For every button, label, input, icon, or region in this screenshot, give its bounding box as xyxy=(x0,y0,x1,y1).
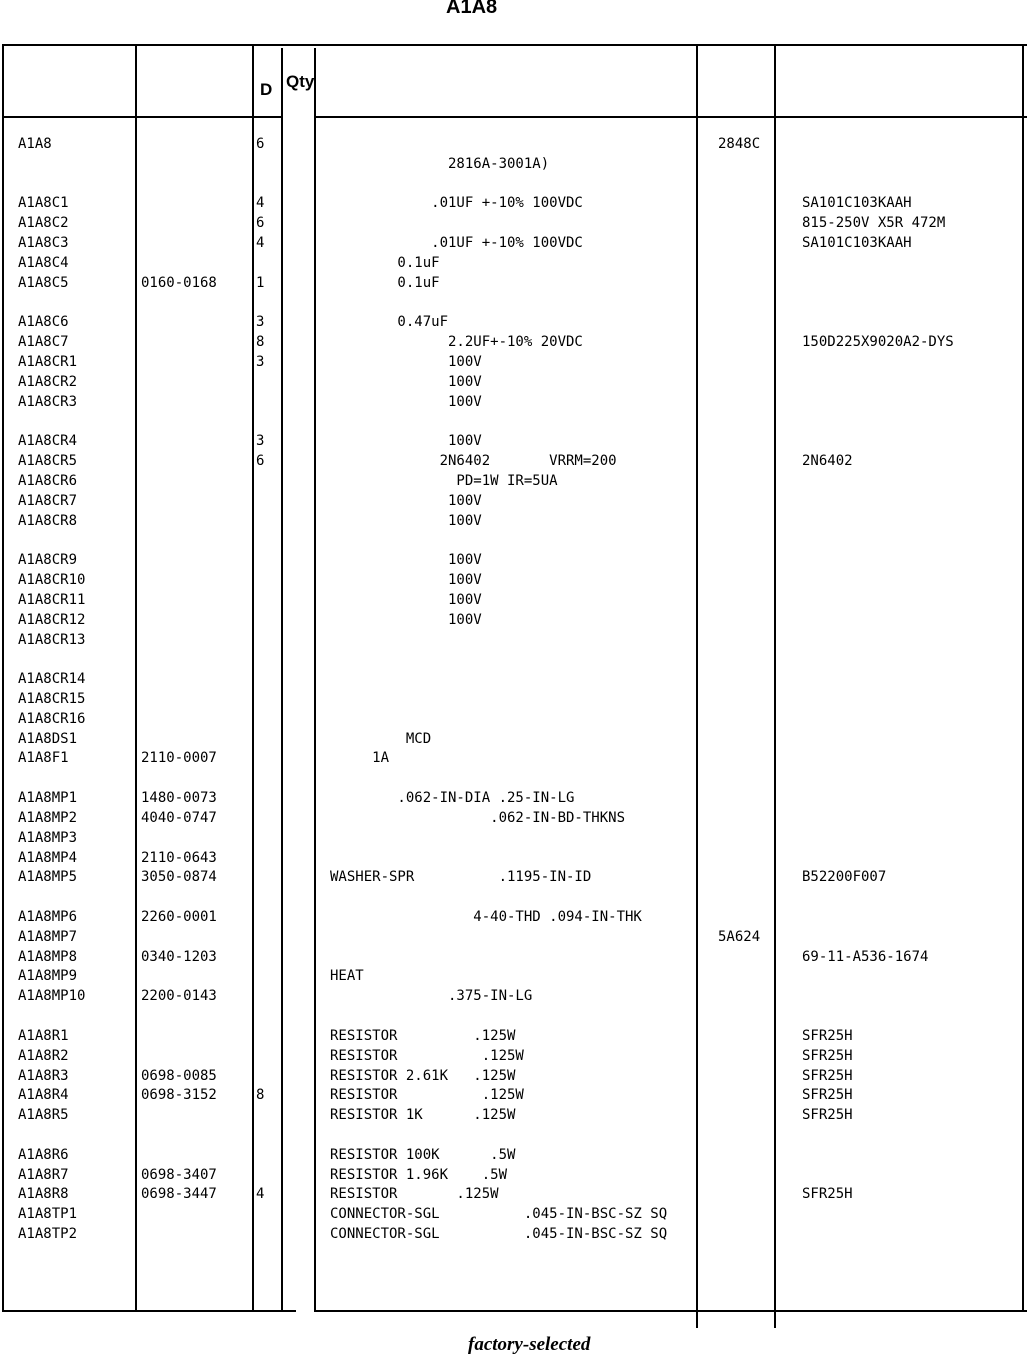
table-row xyxy=(0,253,1029,273)
cell-ref: A1A8R1 xyxy=(18,1027,69,1044)
cell-ref: A1A8C6 xyxy=(18,314,69,331)
cell-ref: A1A8R4 xyxy=(18,1087,69,1104)
cell-ref: A1A8CR5 xyxy=(18,453,78,470)
cell-ref: A1A8MP2 xyxy=(18,809,78,826)
table-row xyxy=(0,550,1029,570)
cell-desc: 100V xyxy=(330,572,482,589)
cell-ref: A1A8CR2 xyxy=(18,373,78,390)
table-row xyxy=(0,729,1029,749)
cell-ref: A1A8CR16 xyxy=(18,710,86,727)
table-row xyxy=(0,590,1029,610)
cell-ref: A1A8MP4 xyxy=(18,849,78,866)
cell-ref: A1A8TP1 xyxy=(18,1206,78,1223)
cell-pn: 2110-0643 xyxy=(141,849,217,866)
cell-d: 4 xyxy=(256,195,265,212)
cell-desc: RESISTOR 2.61K .125W xyxy=(330,1067,516,1084)
table-row xyxy=(0,1105,1029,1125)
table-row xyxy=(0,491,1029,511)
cell-mpn: SFR25H xyxy=(802,1186,853,1203)
cell-mpn: SA101C103KAAH xyxy=(802,235,912,252)
cell-d: 4 xyxy=(256,1186,265,1203)
table-row xyxy=(0,966,1029,986)
cell-desc: 100V xyxy=(330,552,482,569)
table-row xyxy=(0,669,1029,689)
cell-ref: A1A8CR8 xyxy=(18,512,78,529)
cell-ref: A1A8R3 xyxy=(18,1067,69,1084)
cell-mpn: SFR25H xyxy=(802,1047,853,1064)
cell-desc: RESISTOR .125W xyxy=(330,1047,524,1064)
cell-ref: A1A8C7 xyxy=(18,334,69,351)
cell-desc: RESISTOR 1.96K .5W xyxy=(330,1166,508,1183)
table-row xyxy=(0,986,1029,1006)
cell-ref: A1A8CR10 xyxy=(18,572,86,589)
cell-d: 3 xyxy=(256,314,265,331)
cell-ref: A1A8R2 xyxy=(18,1047,69,1064)
cell-desc: 100V xyxy=(330,354,482,371)
page-title: A1A8 xyxy=(446,0,498,18)
cell-desc: .01UF +-10% 100VDC xyxy=(330,195,583,212)
cell-ref: A1A8R5 xyxy=(18,1107,69,1124)
cell-desc: 100V xyxy=(330,373,482,390)
cell-ref: A1A8MP7 xyxy=(18,928,78,945)
cell-ref: A1A8MP8 xyxy=(18,948,78,965)
header-bottom-rule-left xyxy=(2,116,282,118)
cell-desc: 100V xyxy=(330,492,482,509)
cell-desc: RESISTOR 100K .5W xyxy=(330,1146,516,1163)
cell-pn: 1480-0073 xyxy=(141,790,217,807)
table-row xyxy=(0,867,1029,887)
cell-d: 3 xyxy=(256,433,265,450)
cell-ref: A1A8R7 xyxy=(18,1166,69,1183)
footnote: factory-selected xyxy=(468,1334,591,1355)
cell-desc: WASHER-SPR .1195-IN-ID xyxy=(330,869,592,886)
table-row xyxy=(0,392,1029,412)
table-row xyxy=(0,788,1029,808)
table-row xyxy=(0,907,1029,927)
table-row xyxy=(0,1165,1029,1185)
table-row xyxy=(0,1046,1029,1066)
cell-desc: 4-40-THD .094-IN-THK xyxy=(330,908,642,925)
table-row xyxy=(0,1204,1029,1224)
cell-pn: 0340-1203 xyxy=(141,948,217,965)
table-row xyxy=(0,828,1029,848)
cell-d: 6 xyxy=(256,215,265,232)
cell-d: 1 xyxy=(256,274,265,291)
cell-desc: 100V xyxy=(330,512,482,529)
cell-ref: A1A8F1 xyxy=(18,750,69,767)
header-d: D xyxy=(260,80,273,99)
cell-desc: 2.2UF+-10% 20VDC xyxy=(330,334,583,351)
cell-desc: HEAT xyxy=(330,968,364,985)
table-row xyxy=(0,808,1029,828)
cell-desc: RESISTOR .125W xyxy=(330,1087,524,1104)
table-row xyxy=(0,649,1029,669)
table-row xyxy=(0,471,1029,491)
cell-mpn: SFR25H xyxy=(802,1107,853,1124)
table-row xyxy=(0,1006,1029,1026)
table-row xyxy=(0,312,1029,332)
cell-desc: 100V xyxy=(330,611,482,628)
cell-d: 3 xyxy=(256,354,265,371)
table-row xyxy=(0,947,1029,967)
table-row xyxy=(0,451,1029,471)
cell-ref: A1A8R8 xyxy=(18,1186,69,1203)
cell-ref: A1A8R6 xyxy=(18,1146,69,1163)
cell-ref: A1A8CR6 xyxy=(18,472,78,489)
cell-desc: .375-IN-LG xyxy=(330,988,533,1005)
table-row xyxy=(0,927,1029,947)
cell-ref: A1A8MP6 xyxy=(18,908,78,925)
cell-desc: 0.47uF xyxy=(330,314,449,331)
cell-desc: 2N6402 VRRM=200 xyxy=(330,453,617,470)
cell-ref: A1A8CR1 xyxy=(18,354,78,371)
cell-pn: 3050-0874 xyxy=(141,869,217,886)
header-bottom-rule-right xyxy=(316,116,1027,118)
cell-d: 8 xyxy=(256,334,265,351)
table-row xyxy=(0,709,1029,729)
cell-desc: MCD xyxy=(330,730,432,747)
cell-mpn: B52200F007 xyxy=(802,869,887,886)
cell-desc: .062-IN-DIA .25-IN-LG xyxy=(330,790,575,807)
cell-pn: 0698-3152 xyxy=(141,1087,217,1104)
cell-pn: 0698-0085 xyxy=(141,1067,217,1084)
table-row xyxy=(0,332,1029,352)
cell-desc: RESISTOR 1K .125W xyxy=(330,1107,516,1124)
cell-desc: CONNECTOR-SGL .045-IN-BSC-SZ SQ xyxy=(330,1206,668,1223)
cell-desc: 100V xyxy=(330,433,482,450)
table-row xyxy=(0,352,1029,372)
header-qty: Qty xyxy=(286,72,315,91)
cell-desc: 1A xyxy=(330,750,390,767)
cell-d: 4 xyxy=(256,235,265,252)
table-row xyxy=(0,748,1029,768)
cell-d: 6 xyxy=(256,136,265,152)
table-bottom-border-right xyxy=(316,1310,1027,1312)
cell-ref: A1A8CR15 xyxy=(18,690,86,707)
table-row xyxy=(0,273,1029,293)
cell-ref: A1A8CR11 xyxy=(18,591,86,608)
table-row xyxy=(0,1026,1029,1046)
table-row xyxy=(0,154,1029,174)
table-top-border xyxy=(2,44,1027,46)
table-row xyxy=(0,372,1029,392)
table-row xyxy=(0,511,1029,531)
cell-ref: A1A8CR3 xyxy=(18,393,78,410)
cell-pn: 0160-0168 xyxy=(141,274,217,291)
cell-ref: A1A8C2 xyxy=(18,215,69,232)
cell-mpn: SFR25H xyxy=(802,1027,853,1044)
table-row xyxy=(0,174,1029,194)
cell-desc: 0.1uF xyxy=(330,274,440,291)
cell-ref: A1A8CR7 xyxy=(18,492,78,509)
cell-ref: A1A8MP1 xyxy=(18,790,78,807)
table-row xyxy=(0,1145,1029,1165)
cell-ref: A1A8MP9 xyxy=(18,968,78,985)
table-row xyxy=(0,630,1029,650)
cell-pn: 0698-3447 xyxy=(141,1186,217,1203)
table-row xyxy=(0,134,1029,154)
cell-ref: A1A8MP10 xyxy=(18,988,86,1005)
cell-desc: 100V xyxy=(330,591,482,608)
cell-ref: A1A8CR13 xyxy=(18,631,86,648)
cell-ref: A1A8TP2 xyxy=(18,1226,78,1243)
cell-desc: 100V xyxy=(330,393,482,410)
table-row xyxy=(0,1224,1029,1244)
cell-pn: 2260-0001 xyxy=(141,908,217,925)
table-row xyxy=(0,887,1029,907)
cell-d: 8 xyxy=(256,1087,265,1104)
table-row xyxy=(0,213,1029,233)
cell-desc: .01UF +-10% 100VDC xyxy=(330,235,583,252)
cell-mpn: 815-250V X5R 472M xyxy=(802,215,946,232)
table-row xyxy=(0,1184,1029,1204)
cell-d: 6 xyxy=(256,453,265,470)
cell-desc: PD=1W IR=5UA xyxy=(330,472,558,489)
cell-ref: A1A8DS1 xyxy=(18,730,78,747)
cell-desc: 0.1uF xyxy=(330,254,440,271)
cell-pn: 0698-3407 xyxy=(141,1166,217,1183)
cell-desc: 2816A-3001A) xyxy=(330,155,550,172)
cell-mpn: 150D225X9020A2-DYS xyxy=(802,334,954,351)
table-row xyxy=(0,411,1029,431)
cell-pn: 2110-0007 xyxy=(141,750,217,767)
cell-pn: 2200-0143 xyxy=(141,988,217,1005)
cell-desc: RESISTOR .125W xyxy=(330,1027,516,1044)
cell-ref: A1A8 xyxy=(18,136,52,152)
table-row xyxy=(0,1066,1029,1086)
cell-ref: A1A8C4 xyxy=(18,254,69,271)
table-row xyxy=(0,431,1029,451)
table-row xyxy=(0,1125,1029,1145)
table-row xyxy=(0,610,1029,630)
table-row xyxy=(0,530,1029,550)
cell-mpn: SA101C103KAAH xyxy=(802,195,912,212)
cell-ref: A1A8CR4 xyxy=(18,433,78,450)
table-row xyxy=(0,193,1029,213)
cell-desc: RESISTOR .125W xyxy=(330,1186,499,1203)
cell-mpn: 69-11-A536-1674 xyxy=(802,948,929,965)
cell-mfr: 5A624 xyxy=(718,928,761,945)
cell-ref: A1A8MP5 xyxy=(18,869,78,886)
cell-pn: 4040-0747 xyxy=(141,809,217,826)
cell-desc: CONNECTOR-SGL .045-IN-BSC-SZ SQ xyxy=(330,1226,668,1243)
cell-mpn: SFR25H xyxy=(802,1087,853,1104)
cell-ref: A1A8CR12 xyxy=(18,611,86,628)
cell-mpn: 2N6402 xyxy=(802,453,853,470)
table-row xyxy=(0,293,1029,313)
cell-ref: A1A8CR14 xyxy=(18,671,86,688)
cell-desc: .062-IN-BD-THKNS xyxy=(330,809,626,826)
cell-ref: A1A8CR9 xyxy=(18,552,78,569)
table-row xyxy=(0,848,1029,868)
cell-mpn: SFR25H xyxy=(802,1067,853,1084)
table-row xyxy=(0,768,1029,788)
table-row xyxy=(0,1085,1029,1105)
cell-ref: A1A8C1 xyxy=(18,195,69,212)
cell-ref: A1A8C3 xyxy=(18,235,69,252)
table-row xyxy=(0,689,1029,709)
cell-ref: A1A8C5 xyxy=(18,274,69,291)
cell-mfr: 2848C xyxy=(718,136,761,152)
table-row xyxy=(0,570,1029,590)
cell-ref: A1A8MP3 xyxy=(18,829,78,846)
table-row xyxy=(0,233,1029,253)
